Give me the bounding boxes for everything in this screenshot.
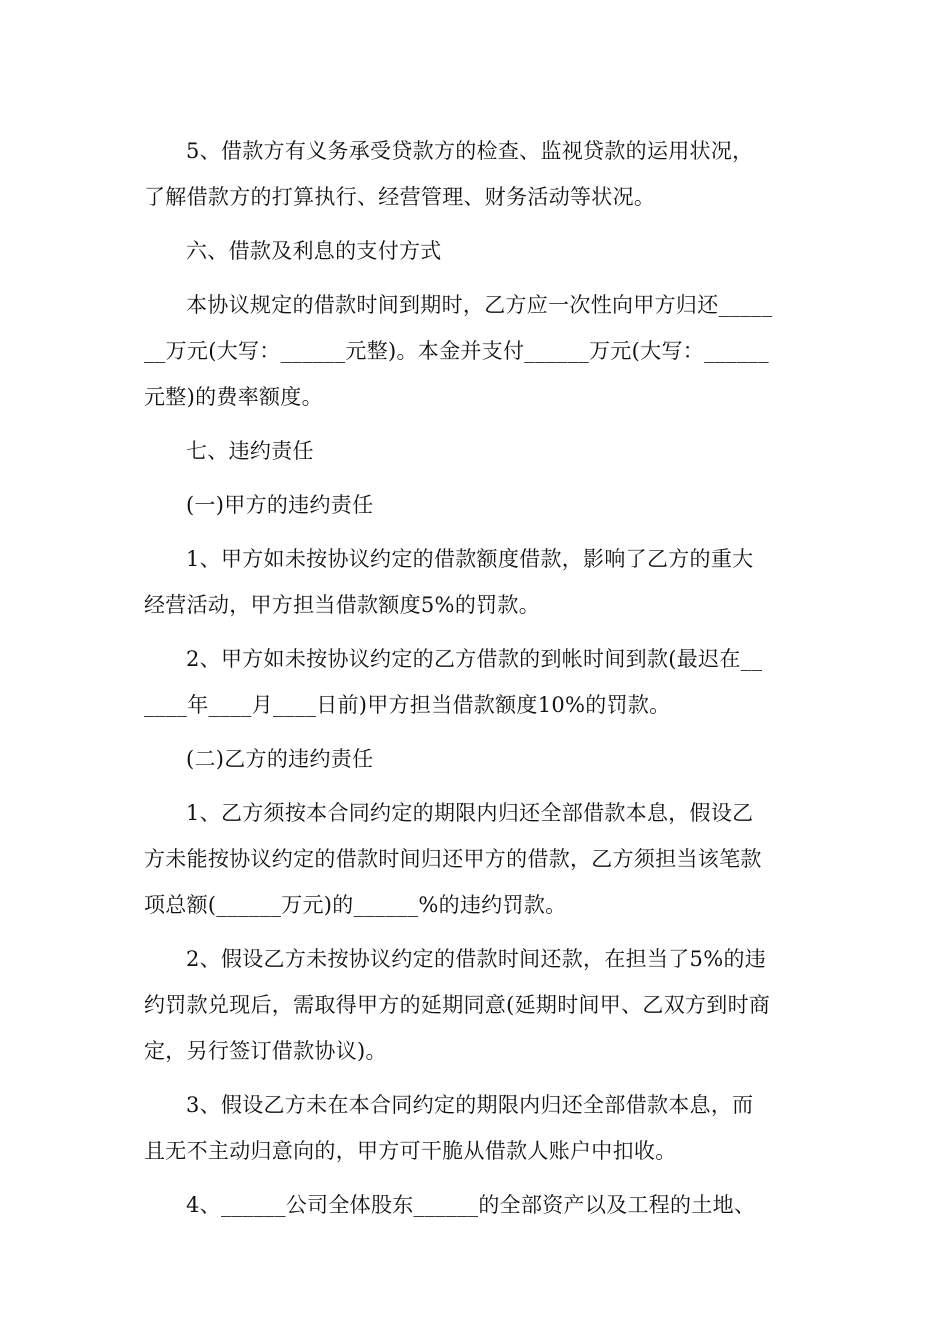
text-line: 经营活动，甲方担当借款额度5%的罚款。	[144, 593, 541, 617]
text-line: __万元(大写：______元整)。本金并支付______万元(大写：______	[144, 339, 769, 363]
party-b-clause-3	[144, 1082, 808, 1174]
clause-5-paragraph	[144, 128, 808, 220]
text-line: 元整)的费率额度。	[144, 385, 323, 409]
text-line: (一)甲方的违约责任	[186, 493, 374, 517]
party-a-liability-heading	[144, 482, 808, 528]
repayment-paragraph	[144, 282, 808, 420]
text-line: 项总额(______万元)的______%的违约罚款。	[144, 893, 567, 917]
party-a-clause-1	[144, 536, 808, 628]
party-b-clause-1	[144, 790, 808, 928]
text-line: 了解借款方的打算执行、经营管理、财务活动等状况。	[144, 185, 656, 209]
text-line: 2、甲方如未按协议约定的乙方借款的到帐时间到款(最迟在__	[186, 647, 763, 671]
text-line: (二)乙方的违约责任	[186, 747, 374, 771]
party-b-liability-heading	[144, 736, 808, 782]
text-line: 且无不主动归意向的，甲方可干脆从借款人账户中扣收。	[144, 1139, 677, 1163]
text-line: 约罚款兑现后，需取得甲方的延期同意(延期时间甲、乙双方到时商	[144, 993, 771, 1017]
text-line: 2、假设乙方未按协议约定的借款时间还款，在担当了5%的违	[186, 947, 767, 971]
party-a-clause-2	[144, 636, 808, 728]
text-line: ____年____月____日前)甲方担当借款额度10%的罚款。	[144, 693, 671, 717]
text-line: 3、假设乙方未在本合同约定的期限内归还全部借款本息，而	[186, 1093, 754, 1117]
text-line: 本协议规定的借款时间到期时，乙方应一次性向甲方归还_____	[186, 293, 773, 317]
text-line: 4、______公司全体股东______的全部资产以及工程的土地、	[186, 1193, 756, 1217]
party-b-clause-4	[144, 1182, 808, 1228]
section-six-heading	[144, 228, 808, 274]
section-seven-heading	[144, 428, 808, 474]
text-line: 1、乙方须按本合同约定的期限内归还全部借款本息，假设乙	[186, 801, 754, 825]
document-body	[144, 128, 808, 1228]
text-line: 定，另行签订借款协议)。	[144, 1039, 387, 1063]
text-line: 1、甲方如未按协议约定的借款额度借款，影响了乙方的重大	[186, 547, 754, 571]
text-line: 六、借款及利息的支付方式	[186, 239, 442, 263]
party-b-clause-2	[144, 936, 808, 1074]
text-line: 5、借款方有义务承受贷款方的检查、监视贷款的运用状况，	[186, 139, 754, 163]
text-line: 七、违约责任	[186, 439, 314, 463]
text-line: 方未能按协议约定的借款时间归还甲方的借款，乙方须担当该笔款	[144, 847, 762, 871]
